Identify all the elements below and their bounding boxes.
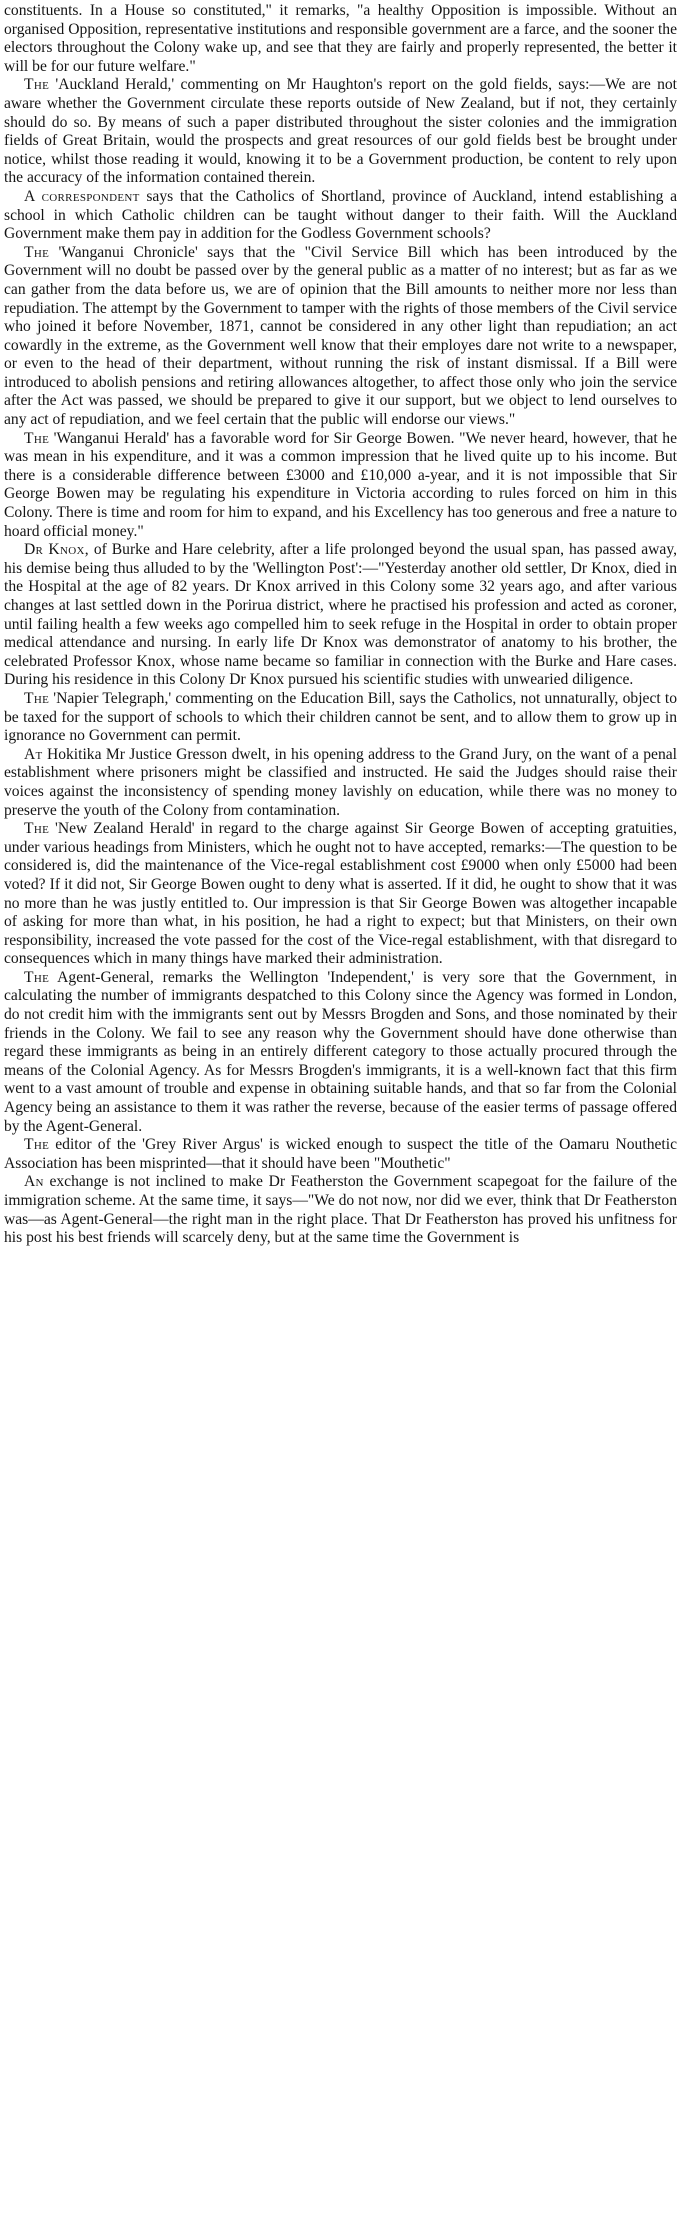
paragraph-napier-telegraph: [4, 690, 677, 746]
paragraph-grey-river-argus: [4, 1136, 677, 1173]
paragraph-text: says that the Catholics of Shortland, province of Auckland, intend establishing a school in which Catholic children can be taught without danger to their faith. Will the Auckland Government make them pay in addition for the Godless Government schools?: [4, 187, 678, 243]
paragraph-opposition-quote: [4, 2, 677, 76]
paragraph-lead: The: [24, 76, 50, 94]
paragraph-text: exchange is not inclined to make Dr Featherston the Government scapegoat for the failure of the immigration scheme. At the same time, it says—"We do not now, nor did we ever, think that Dr Featherston was—as Agent-General—the right man in the right place. That Dr Featherston has proved his unfitness for his post his best friends will scarcely deny, but at the same time the Government is: [4, 1173, 677, 1247]
paragraph-shortland-catholics: [4, 188, 677, 244]
paragraph-text: 'Wanganui Chronicle' says that the "Civil Service Bill which has been introduced by the Government will no doubt be passed over by the general public as a matter of no interest; but as far as we can gather from the data before us, we are of opinion that the Bill amounts to neither more nor less than repudiation. The attempt by the Government to tamper with the rights of those members of the Civil service who joined it before November, 1871, cannot be considered in any other light than repudiation; an act cowardly in the extreme, as the Government well know that their employes dare not write to a newspaper, or even to the head of their department, without running the risk of instant dismissal. If a Bill were introduced to abolish pensions and retiring allowances altogether, to affect those only who join the service after the Act was passed, we should be prepared to give it our support, but we object to lend ourselves to any act of repudiation, and we feel certain that the public will endorse our views.": [4, 243, 677, 429]
paragraph-lead: Dr Knox,: [24, 541, 89, 559]
paragraph-lead: The: [24, 1136, 50, 1154]
paragraph-text: Hokitika Mr Justice Gresson dwelt, in his opening address to the Grand Jury, on the want of a penal establishment where prisoners might be classified and instructed. He said the Judges should raise their voices against the inconsistency of spending money lavishly on education, while there was no money to preserve the youth of the Colony from contamination.: [4, 745, 677, 819]
paragraph-text: editor of the 'Grey River Argus' is wicked enough to suspect the title of the Oamaru Nouthetic Association has been misprinted—that it should have been "Mouthetic": [4, 1136, 677, 1172]
paragraph-nz-herald: [4, 820, 677, 969]
paragraph-featherston: [4, 1173, 677, 1247]
paragraph-lead: The: [24, 689, 50, 707]
paragraph-text: 'Napier Telegraph,' commenting on the Education Bill, says the Catholics, not unnaturally, object to be taxed for the support of schools to which their children cannot be sent, and to allow them to grow up in ignorance no Government can permit.: [4, 689, 677, 745]
paragraph-dr-knox: [4, 541, 677, 690]
paragraph-text: Agent-General, remarks the Wellington 'Independent,' is very sore that the Government, in calculating the number of immigrants despatched to this Colony since the Agency was formed in London, do not credit him with the immigrants sent out by Messrs Brogden and Sons, and those nominated by their friends in the Colony. We fail to see any reason why the Government should have done otherwise than regard these immigrants as being in an entirely different category to those actually procured through the means of the Colonial Agency. As for Messrs Brogden's immigrants, it is a well-known fact that this firm went to a vast amount of trouble and expense in obtaining suitable hands, and that so far from the Colonial Agency being an assistance to them it was rather the reverse, because of the easier terms of passage offered by the Agent-General.: [4, 968, 677, 1135]
paragraph-text: constituents. In a House so constituted," it remarks, "a healthy Opposition is impossible. Without an organised Opposition, representative institutions and responsible government are a farce, and the sooner the electors throughout the Colony wake up, and see that they are fairly and properly represented, the better it will be for our future welfare.": [4, 2, 677, 75]
paragraph-auckland-herald: [4, 76, 677, 188]
paragraph-lead: An: [24, 1173, 44, 1191]
paragraph-lead: The: [24, 429, 50, 447]
paragraph-hokitika: [4, 746, 677, 820]
paragraph-lead: The: [24, 243, 50, 261]
paragraph-wanganui-chronicle: [4, 244, 677, 430]
paragraph-wanganui-herald: [4, 430, 677, 542]
paragraph-text: 'Auckland Herald,' commenting on Mr Haughton's report on the gold fields, says:—We are not aware whether the Government circulate these reports outside of New Zealand, but if not, they certainly should do so. By means of such a paper distributed throughout the sister colonies and the immigration fields of Great Britain, would the prospects and great resources of our gold fields best be brought under notice, whilst those reading it would, knowing it to be a Government production, be content to rely upon the accuracy of the information contained therein.: [4, 76, 677, 187]
paragraph-lead: The: [24, 820, 50, 838]
paragraph-text: 'New Zealand Herald' in regard to the charge against Sir George Bowen of accepting gratuities, under various headings from Ministers, which he ought not to have accepted, remarks:—The question to be considered is, did the maintenance of the Vice-regal establishment cost £9000 when only £5000 had been voted? If it did not, Sir George Bowen ought to deny what is asserted. If it did, he ought to show that it was no more than he was justly entitled to. Our impression is that Sir George Bowen was altogether incapable of asking for more than what, in his position, he had a right to expect; but that Ministers, on their own responsibility, increased the vote passed for the cost of the Vice-regal establishment, with that disregard to consequences which in many things have marked their administration.: [4, 820, 677, 968]
paragraph-agent-general: [4, 969, 677, 1136]
paragraph-text: of Burke and Hare celebrity, after a life prolonged beyond the usual span, has passed away, his demise being thus alluded to by the 'Wellington Post':—"Yesterday another old settler, Dr Knox, died in the Hospital at the age of 82 years. Dr Knox arrived in this Colony some 32 years ago, and after various changes at last settled down in the Porirua district, where he practised his profession and acted as coroner, until failing health a few weeks ago compelled him to seek refuge in the Hospital in order to obtain proper medical attendance and nursing. In early life Dr Knox was demonstrator of anatomy to his brother, the celebrated Professor Knox, whose name became so familiar in connection with the Burke and Hare cases. During his residence in this Colony Dr Knox pursued his scientific studies with unwearied diligence.: [4, 541, 677, 689]
paragraph-lead: At: [24, 745, 43, 763]
paragraph-lead: The: [24, 968, 50, 986]
paragraph-text: 'Wanganui Herald' has a favorable word for Sir George Bowen. "We never heard, however, that he was mean in his expenditure, and it was a common impression that he lived quite up to his income. But there is a considerable difference between £3000 and £10,000 a-year, and it is not impossible that Sir George Bowen may be regulating his expenditure in Victoria according to rules forced on him in this Colony. There is time and room for him to expand, and his Excellency has too generous and free a nature to hoard official money.": [4, 429, 677, 540]
paragraph-lead: A correspondent: [24, 187, 140, 205]
